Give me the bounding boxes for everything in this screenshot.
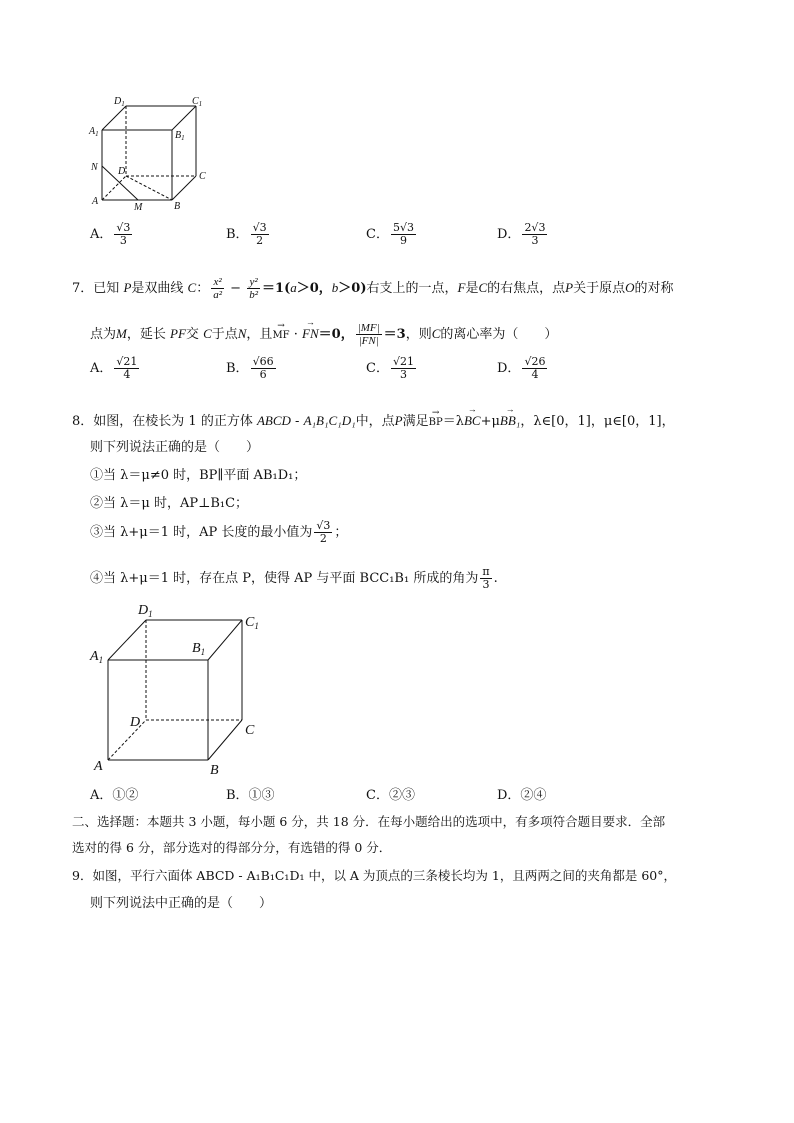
q9-line1: 9．如图，平行六面体 ABCD - A₁B₁C₁D₁ 中，以 A 为顶点的三条棱长均为 1，且两两之间的夹角都是 60°， (72, 868, 676, 883)
label-D1: $D_1$ (114, 96, 125, 108)
label-A1: $A_1$ (89, 126, 99, 138)
label-B: B (174, 201, 181, 212)
q8-line1: 8．如图，在棱长为 1 的正方体 ABCD - A₁B₁C₁D₁中，点P满足→ BP＝λ→ BC+μ→ BB₁，λ∈[0，1]，μ∈[0，1]， (72, 410, 675, 429)
cube-figure-q8 (88, 600, 268, 780)
q8-statement-3: ③当 λ+μ＝1 时，AP 长度的最小值为 $\frac{√3}{2}$ ； (90, 519, 348, 545)
label-B1: $B_1$ (192, 641, 206, 657)
label-A: A (94, 759, 103, 774)
q8-option-d[interactable]: D．②④ (497, 788, 547, 803)
q7-option-a[interactable]: A． $\frac{√21}{4}$ (90, 355, 138, 381)
q7-option-c[interactable]: C． $\frac{√21}{3}$ (366, 355, 414, 381)
q6-option-a[interactable]: A． $\frac{√3}{3}$ (90, 221, 131, 247)
label-D: D (130, 715, 141, 730)
label-B: B (210, 763, 219, 778)
q7-line2: 点为M，延长 PF交 C于点N，且→ MF · → FN＝0， $\frac{|MF|}{|FN|}$ ＝3，则C的离心率为（ ） (90, 322, 557, 347)
label-M: M (134, 202, 143, 213)
cube-figure-q6 (86, 92, 216, 214)
q6-option-b[interactable]: B． $\frac{√3}{2}$ (226, 221, 267, 247)
q8-option-a[interactable]: A．①② (90, 788, 139, 803)
option-letter: D． (497, 227, 521, 242)
q7-line1: 7．已知 P是双曲线 C： $\frac{\text{x²}}{\text{a²}}$ − $\frac{\text{y²}}{\text{b²}}$ ＝1(a＞0，b＞0)右支上的一点，F是C的右焦点，点P关于原点O的对称 (72, 276, 674, 301)
label-D: D (118, 166, 126, 177)
label-C1: $C_1$ (192, 96, 203, 108)
label-C1: $C_1$ (245, 615, 259, 631)
q8-statement-4: ④当 λ+μ＝1 时，存在点 P，使得 AP 与平面 BCC₁B₁ 所成的角为 $\frac{\pi}{3}$ . (90, 565, 498, 591)
label-C: C (199, 171, 206, 182)
label-C: C (245, 723, 255, 738)
section2-heading-line2: 选对的得 6 分，部分选对的得部分分，有选错的得 0 分． (72, 840, 392, 855)
label-A: A (92, 196, 99, 207)
label-B1: $B_1$ (175, 130, 185, 142)
q8-statement-1: ①当 λ＝μ≠0 时，BP∥平面 AB₁D₁； (90, 468, 307, 483)
q9-line2: 则下列说法中正确的是（ ） (90, 896, 273, 911)
label-A1: $A_1$ (90, 649, 104, 665)
q8-line2: 则下列说法正确的是（ ） (90, 440, 260, 455)
q8-option-b[interactable]: B．①③ (226, 788, 275, 803)
q7-option-d[interactable]: D． $\frac{√26}{4}$ (497, 355, 546, 381)
q8-statement-2: ②当 λ＝μ 时，AP⊥B₁C； (90, 496, 249, 511)
label-D1: $D_1$ (138, 603, 153, 619)
q7-option-b[interactable]: B． $\frac{√66}{6}$ (226, 355, 274, 381)
option-letter: C． (366, 227, 389, 242)
section2-heading-line1: 二、选择题：本题共 3 小题，每小题 6 分，共 18 分．在每小题给出的选项中，有多项符合题目要求．全部 (72, 814, 666, 829)
option-letter: B． (226, 227, 249, 242)
q6-option-d[interactable]: D． $\frac{2√3}{3}$ (497, 221, 546, 247)
option-letter: A． (90, 227, 113, 242)
q8-option-c[interactable]: C．②③ (366, 788, 415, 803)
q6-option-c[interactable]: C． $\frac{5√3}{9}$ (366, 221, 414, 247)
label-N: N (91, 162, 98, 173)
